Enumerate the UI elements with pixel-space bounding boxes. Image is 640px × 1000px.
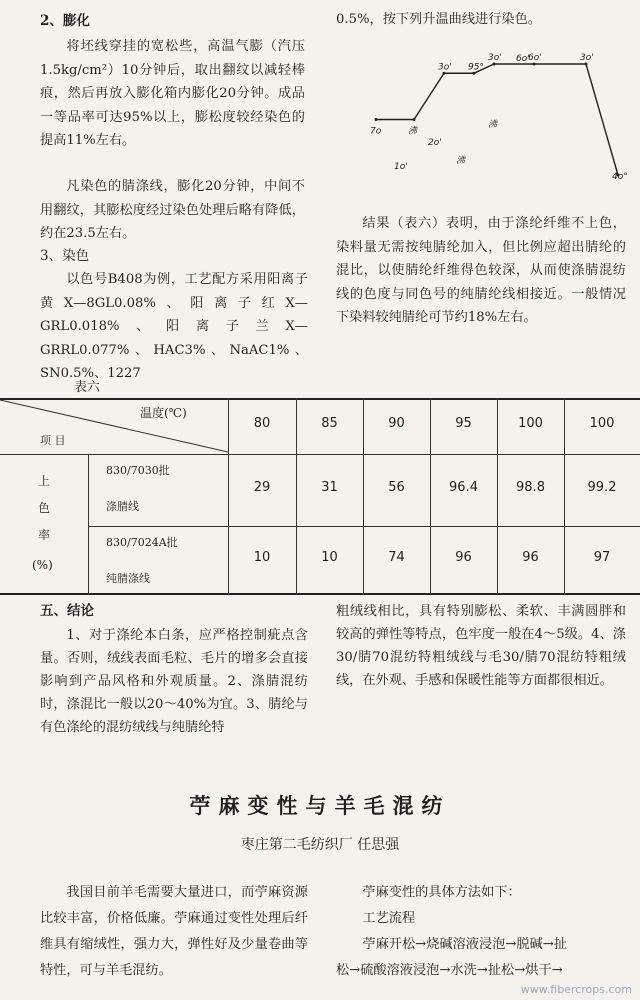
table-cell: 29 bbox=[253, 480, 271, 495]
paragraph-expand-2: 凡染色的腈涤线，膨化20分钟，中间不用翻纹，其膨松度经过染色处理后略有降低，约在23.5左右。 bbox=[40, 179, 305, 241]
table-cell: 97 bbox=[593, 550, 611, 565]
group-label-char: (%) bbox=[32, 558, 53, 572]
temp-cell: 100 bbox=[589, 416, 615, 431]
heating-curve-svg bbox=[356, 55, 626, 190]
row-name-line2: 纯腈涤线 bbox=[106, 572, 150, 585]
temp-cell: 80 bbox=[253, 416, 271, 431]
article-right-line4: 松→硫酸溶液浸泡→水洗→扯松→烘干→ bbox=[336, 963, 563, 978]
curve-point bbox=[413, 118, 416, 121]
article-right-line2: 工艺流程 bbox=[362, 911, 416, 926]
table-cell: 10 bbox=[253, 550, 271, 565]
section-heading-expand: 2、膨化 bbox=[40, 13, 90, 29]
curve-segment-label: 1o' bbox=[394, 162, 408, 172]
curve-segment-label: 沸 bbox=[456, 156, 466, 166]
article-byline: 枣庄第二毛纺织厂 任思强 bbox=[240, 837, 400, 853]
curve-point-label: 3o' bbox=[580, 53, 594, 63]
conclusion-right: 粗绒线相比，具有特别膨松、柔软、丰满圆胖和较高的弹性等特点，色牢度一般在4～5级。4、涤30/腈70混纺特粗绒线与毛30/腈70混纺特粗绒线，在外观、手感和保暖性能等方面都很相近。 bbox=[336, 604, 626, 688]
group-label-char: 色 bbox=[38, 501, 51, 515]
heating-curve-chart bbox=[356, 55, 626, 190]
curve-point-label: 4o° bbox=[612, 172, 628, 182]
paragraph-result: 结果（表六）表明，由于涤纶纤维不上色，染料量无需按纯腈纶加入，但比例应超出腈纶的混比，以使腈纶纤维得色较深，从而使涤腈混纺线的色度与同色号的纯腈纶线相接近。一般情况下染料较纯腈纶可节约18%左右。 bbox=[336, 216, 626, 325]
row-name-line2: 涤腈线 bbox=[106, 500, 139, 513]
paragraph-expand-1: 将坯线穿挂的宽松些，高温气膨（汽压1.5kg/cm²）10分钟后，取出翻纹以减轻棒痕，然后再放入膨化箱内膨化20分钟。成品一等品率可达95%以上，膨松度较经染色的提高11%左右。 bbox=[40, 39, 305, 148]
curve-point bbox=[375, 118, 378, 121]
curve-point-label: 95° bbox=[468, 62, 484, 73]
section-heading-conclusion: 五、结论 bbox=[40, 603, 94, 619]
table-cell: 74 bbox=[388, 550, 405, 565]
row-name-line1: 830/7030批 bbox=[106, 464, 170, 477]
section-heading-dye: 3、染色 bbox=[40, 248, 90, 264]
table-cell: 99.2 bbox=[587, 480, 617, 495]
article-right-line1: 苧麻变性的具体方法如下： bbox=[362, 885, 521, 900]
group-label-char: 上 bbox=[38, 474, 51, 488]
curve-point-label: 7o bbox=[370, 126, 382, 137]
table-caption: 表六 bbox=[74, 380, 101, 395]
paragraph-continue: 0.5%，按下列升温曲线进行染色。 bbox=[336, 12, 541, 27]
curve-segment-label: 沸 bbox=[488, 120, 498, 130]
curve-segment-label: 6o' bbox=[516, 54, 530, 64]
row-name-line1: 830/7024A批 bbox=[106, 536, 178, 549]
temp-cell: 90 bbox=[388, 416, 405, 431]
table-cell: 56 bbox=[388, 480, 405, 495]
table-cell: 96 bbox=[455, 550, 472, 565]
watermark: www.fibercrops.com bbox=[520, 983, 632, 996]
table-hline bbox=[88, 526, 640, 527]
curve-point-label: 6o' bbox=[528, 53, 542, 63]
table-hline bbox=[0, 454, 640, 455]
table-cell: 31 bbox=[321, 480, 338, 495]
curve-point-label: 3o' bbox=[438, 62, 452, 73]
curve-point-label: 3o' bbox=[488, 53, 502, 63]
table-diagonal bbox=[0, 398, 228, 454]
paragraph-dye: 以色号B408为例，工艺配方采用阳离子黄X—8GL0.08%、阳离子红X—GRL0.018%、阳离子兰X—GRRL0.077%、HAC3%、NaAC1%、SN0.5%、1227 bbox=[40, 272, 308, 381]
article-title: 苧麻变性与羊毛混纺 bbox=[189, 793, 451, 818]
curve-point-label: 沸 bbox=[408, 126, 418, 137]
temp-cell: 95 bbox=[455, 416, 472, 431]
group-label-char: 率 bbox=[38, 528, 51, 542]
temp-cell: 100 bbox=[518, 416, 543, 431]
table-cell: 10 bbox=[321, 550, 338, 565]
table-cell: 96 bbox=[522, 550, 539, 565]
table-cell: 98.8 bbox=[516, 480, 545, 495]
article-left-para: 我国目前羊毛需要大量进口，而苧麻资源比较丰富，价格低廉。苧麻通过变性处理后纤维具有缩绒性，强力大，弹性好及少量卷曲等特性，可与羊毛混纺。 bbox=[40, 885, 308, 978]
temp-cell: 85 bbox=[321, 416, 338, 431]
header-temp: 温度(℃) bbox=[140, 406, 187, 420]
article-right-line3: 苧麻开松→烧碱溶液浸泡→脱碱→扯 bbox=[362, 937, 567, 952]
conclusion-left: 1、对于涤纶本白条，应严格控制疵点含量。否则，绒线表面毛粒、毛片的增多会直接影响到产品风格和外观质量。2、涤腈混纺时，涤混比一般以20～40%为宜。3、腈纶与有色涤纶的混纺绒线与纯腈纶特 bbox=[40, 628, 308, 735]
dye-rate-table bbox=[0, 398, 640, 595]
curve-segment-label: 2o' bbox=[428, 138, 442, 148]
table-cell: 96.4 bbox=[449, 480, 478, 495]
table-vline-group bbox=[88, 454, 89, 595]
header-item: 项 目 bbox=[40, 434, 66, 447]
